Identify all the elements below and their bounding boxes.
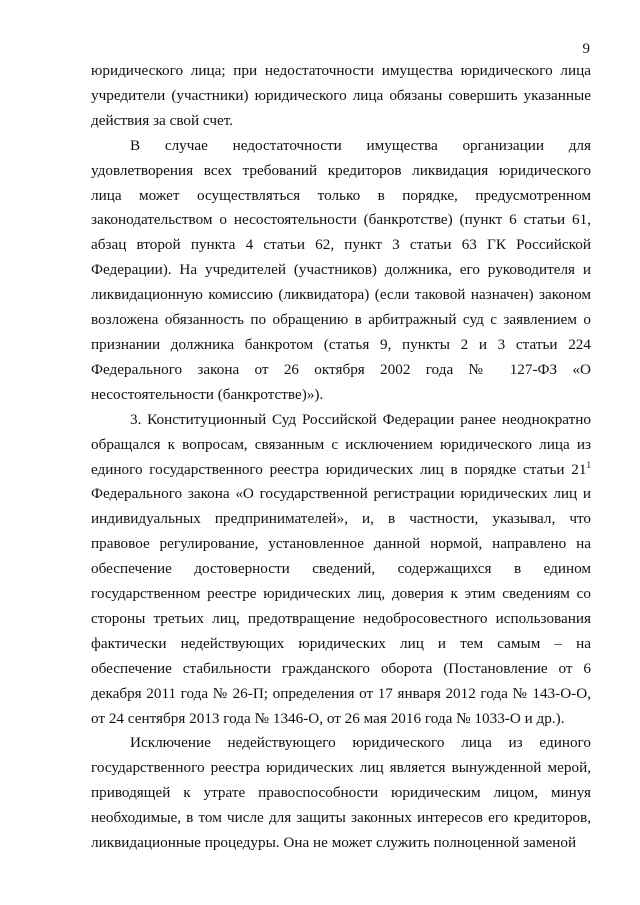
paragraph-text-before-sup: 3. Конституционный Суд Российской Федерации ранее неоднократно обращался к вопросам, связанным с исключением юридического лица из единого государственного реестра юридических лиц в порядке статьи 21	[91, 410, 591, 478]
article-superscript: 1	[586, 459, 591, 470]
paragraph-constitutional-court	[91, 408, 591, 732]
paragraph-exclusion-measure: Исключение недействующего юридического лица из единого государственного реестра юридических лиц является вынужденной мерой, приводящей к утрате правоспособности юридическим лицом, минуя необходимые, в том числе для защиты законных интересов его кредиторов, ликвидационные процедуры. Она не может служить полноценной заменой	[91, 734, 591, 852]
document-body	[91, 59, 591, 856]
paragraph-continuation: юридического лица; при недостаточности имущества юридического лица учредители (участники) юридического лица обязаны совершить указанные действия за свой счет.	[91, 62, 591, 129]
paragraph-insufficiency-bankruptcy: В случае недостаточности имущества организации для удовлетворения всех требований кредиторов ликвидация юридического лица может осуществляться только в порядке, предусмотренном законодательством о несостоятельности (банкротстве) (пункт 6 статьи 61, абзац второй пункта 4 статьи 62, пункт 3 статьи 63 ГК Российской Федерации). На учредителей (участников) должника, его руководителя и ликвидационную комиссию (ликвидатора) (если таковой назначен) законом возложена обязанность по обращению в арбитражный суд с заявлением о признании должника банкротом (статья 9, пункты 2 и 3 статьи 224 Федерального закона от 26 октября 2002 года № 127-ФЗ «О несостоятельности (банкротстве)»).	[91, 136, 591, 403]
paragraph-text-after-sup: Федерального закона «О государственной регистрации юридических лиц и индивидуальных предпринимателей», и, в частности, указывал, что правовое регулирование, установленное данной нормой, направлено на обеспечение достоверности сведений, содержащихся в едином государственном реестре юридических лиц, доверия к этим сведениям со стороны третьих лиц, предотвращение недобросовестного использования фактически недействующих юридических лиц и тем самым – на обеспечение стабильности гражданского оборота (Постановление от 6 декабря 2011 года № 26-П; определения от 17 января 2012 года № 143-О-О, от 24 сентября 2013 года № 1346-О, от 26 мая 2016 года № 1033-О и др.).	[91, 485, 591, 727]
page-number: 9	[582, 41, 590, 57]
